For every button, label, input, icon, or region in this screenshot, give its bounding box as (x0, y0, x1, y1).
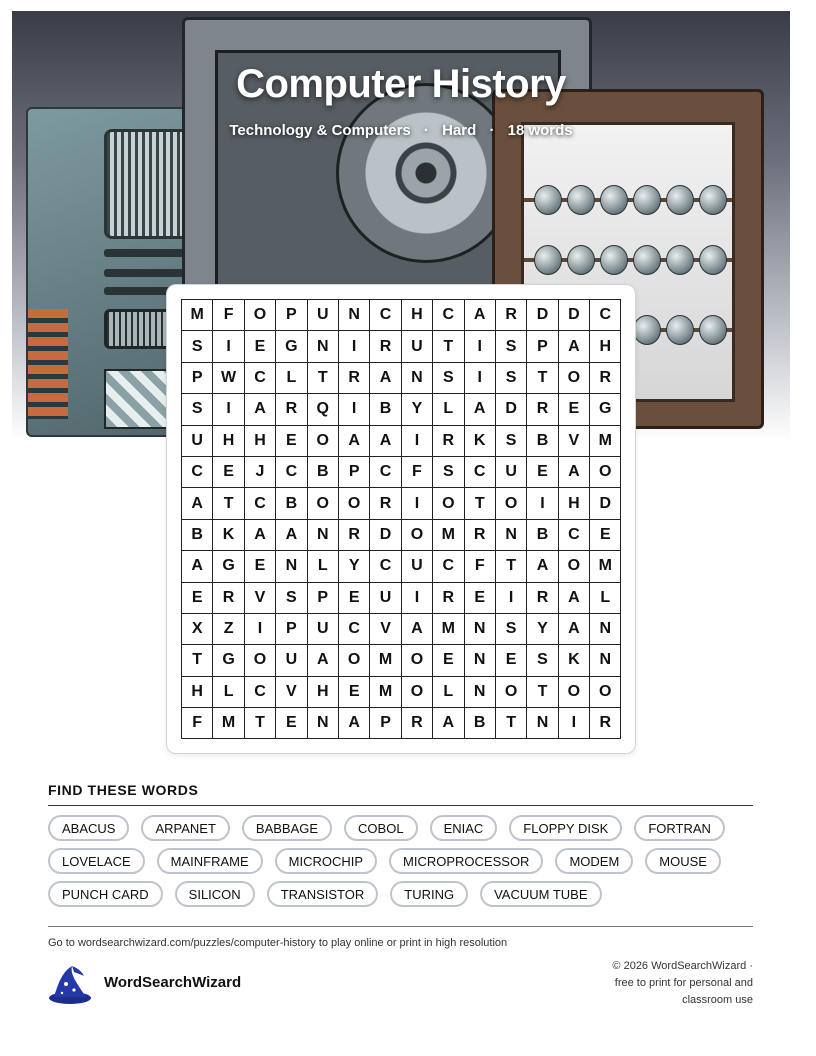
word-chip: MICROCHIP (275, 848, 377, 874)
word-chip: MAINFRAME (157, 848, 263, 874)
grid-cell[interactable]: I (245, 614, 276, 645)
grid-cell[interactable]: U (370, 583, 401, 614)
difficulty-label: Hard (442, 122, 477, 139)
grid-cell[interactable]: G (590, 394, 621, 425)
grid-cell[interactable]: T (527, 363, 558, 394)
grid-cell[interactable]: V (245, 583, 276, 614)
grid-cell[interactable]: W (213, 363, 244, 394)
word-chip: TRANSISTOR (267, 881, 379, 907)
grid-cell[interactable]: V (559, 426, 590, 457)
grid-cell[interactable]: I (402, 488, 433, 519)
grid-cell[interactable]: L (276, 363, 307, 394)
grid-cell[interactable]: I (213, 394, 244, 425)
grid-cell[interactable]: V (276, 677, 307, 708)
grid-cell[interactable]: N (465, 614, 496, 645)
grid-cell[interactable]: C (245, 363, 276, 394)
grid-cell[interactable]: L (213, 677, 244, 708)
grid-cell[interactable]: E (276, 708, 307, 739)
grid-cell[interactable]: R (370, 331, 401, 362)
grid-cell[interactable]: O (339, 488, 370, 519)
word-chip: VACUUM TUBE (480, 881, 601, 907)
grid-cell[interactable]: S (496, 426, 527, 457)
grid-cell[interactable]: I (527, 488, 558, 519)
grid-cell[interactable]: R (339, 520, 370, 551)
grid-cell[interactable]: I (465, 331, 496, 362)
grid-cell[interactable]: N (527, 708, 558, 739)
letter-grid (181, 299, 621, 739)
word-chip: MICROPROCESSOR (389, 848, 543, 874)
grid-cell[interactable]: S (182, 331, 213, 362)
word-chip: ARPANET (141, 815, 229, 841)
grid-cell[interactable]: R (527, 394, 558, 425)
grid-cell[interactable]: U (402, 331, 433, 362)
word-chip: TURING (390, 881, 468, 907)
word-chip: SILICON (175, 881, 255, 907)
grid-cell[interactable]: A (465, 394, 496, 425)
grid-cell[interactable]: F (213, 300, 244, 331)
grid-cell[interactable]: C (433, 551, 464, 582)
word-list-title: FIND THESE WORDS (48, 782, 199, 798)
grid-cell[interactable]: I (213, 331, 244, 362)
grid-cell[interactable]: N (402, 363, 433, 394)
grid-cell[interactable]: Y (402, 394, 433, 425)
grid-cell[interactable]: K (213, 520, 244, 551)
play-online-link[interactable]: Go to wordsearchwizard.com/puzzles/computer-history to play online or print in high resolution (48, 937, 508, 949)
grid-cell[interactable]: V (370, 614, 401, 645)
grid-cell[interactable]: L (308, 551, 339, 582)
grid-cell[interactable]: M (433, 614, 464, 645)
word-count-label: 18 words (507, 122, 573, 139)
word-chip: ABACUS (48, 815, 129, 841)
grid-cell[interactable]: E (433, 645, 464, 676)
copyright-line: © 2026 WordSearchWizard · (612, 960, 753, 972)
grid-cell[interactable]: I (496, 583, 527, 614)
grid-cell[interactable]: S (276, 583, 307, 614)
puzzle-card (166, 284, 636, 754)
grid-cell[interactable]: R (402, 708, 433, 739)
grid-cell[interactable]: C (245, 677, 276, 708)
grid-cell[interactable]: R (433, 426, 464, 457)
grid-cell[interactable]: P (370, 708, 401, 739)
grid-cell[interactable]: H (559, 488, 590, 519)
grid-cell[interactable]: T (527, 677, 558, 708)
grid-cell[interactable]: P (339, 457, 370, 488)
grid-cell[interactable]: S (433, 457, 464, 488)
grid-cell[interactable]: S (496, 331, 527, 362)
grid-cell[interactable]: N (339, 300, 370, 331)
grid-cell[interactable]: A (339, 426, 370, 457)
grid-cell[interactable]: K (465, 426, 496, 457)
grid-cell[interactable]: L (433, 394, 464, 425)
grid-cell[interactable]: R (590, 363, 621, 394)
grid-cell[interactable]: C (465, 457, 496, 488)
grid-cell[interactable]: C (590, 300, 621, 331)
wizard-hat-icon (46, 962, 94, 1006)
grid-cell[interactable]: U (308, 300, 339, 331)
grid-cell[interactable]: D (370, 520, 401, 551)
grid-cell[interactable]: S (433, 363, 464, 394)
grid-cell[interactable]: E (465, 583, 496, 614)
grid-cell[interactable]: N (308, 520, 339, 551)
grid-cell[interactable]: S (527, 645, 558, 676)
grid-cell[interactable]: H (308, 677, 339, 708)
grid-cell[interactable]: P (276, 300, 307, 331)
word-chip: MOUSE (645, 848, 721, 874)
grid-cell[interactable]: O (402, 520, 433, 551)
grid-cell[interactable]: M (182, 300, 213, 331)
grid-cell[interactable]: O (590, 457, 621, 488)
grid-cell[interactable]: O (402, 645, 433, 676)
grid-cell[interactable]: Y (339, 551, 370, 582)
word-chip: FORTRAN (634, 815, 725, 841)
grid-cell[interactable]: E (245, 331, 276, 362)
grid-cell[interactable]: M (370, 677, 401, 708)
grid-cell[interactable]: X (182, 614, 213, 645)
grid-cell[interactable]: R (496, 300, 527, 331)
meta-separator: · (423, 122, 429, 139)
grid-cell[interactable]: I (465, 363, 496, 394)
grid-cell[interactable]: S (496, 363, 527, 394)
grid-cell[interactable]: N (465, 677, 496, 708)
grid-cell[interactable]: A (370, 426, 401, 457)
grid-cell[interactable]: N (276, 551, 307, 582)
grid-cell[interactable]: O (339, 645, 370, 676)
grid-cell[interactable]: C (182, 457, 213, 488)
grid-cell[interactable]: R (213, 583, 244, 614)
grid-cell[interactable]: P (527, 331, 558, 362)
grid-cell[interactable]: E (527, 457, 558, 488)
grid-cell[interactable]: B (182, 520, 213, 551)
grid-cell[interactable]: O (559, 551, 590, 582)
grid-cell[interactable]: C (559, 520, 590, 551)
grid-cell[interactable]: A (402, 614, 433, 645)
grid-cell[interactable]: H (245, 426, 276, 457)
grid-cell[interactable]: N (465, 645, 496, 676)
grid-cell[interactable]: M (590, 426, 621, 457)
word-chip: ENIAC (430, 815, 498, 841)
grid-cell[interactable]: G (276, 331, 307, 362)
grid-cell[interactable]: N (308, 708, 339, 739)
grid-cell[interactable]: P (308, 583, 339, 614)
grid-cell[interactable]: S (496, 614, 527, 645)
grid-cell[interactable]: L (590, 583, 621, 614)
word-chip: PUNCH CARD (48, 881, 163, 907)
grid-cell[interactable]: E (245, 551, 276, 582)
grid-cell[interactable]: H (590, 331, 621, 362)
puzzle-meta (0, 122, 802, 139)
grid-cell[interactable]: T (465, 488, 496, 519)
copyright-line: free to print for personal and (614, 977, 753, 989)
grid-cell[interactable]: D (496, 394, 527, 425)
grid-cell[interactable]: A (559, 583, 590, 614)
grid-cell[interactable]: B (527, 426, 558, 457)
grid-cell[interactable]: T (245, 708, 276, 739)
grid-cell[interactable]: Z (213, 614, 244, 645)
page-title: Computer History (236, 62, 566, 106)
grid-cell[interactable]: C (370, 300, 401, 331)
grid-cell[interactable]: T (433, 331, 464, 362)
grid-cell[interactable]: U (182, 426, 213, 457)
grid-cell[interactable]: C (339, 614, 370, 645)
grid-cell[interactable]: M (433, 520, 464, 551)
grid-cell[interactable]: E (496, 645, 527, 676)
grid-cell[interactable]: H (213, 426, 244, 457)
grid-cell[interactable]: C (245, 488, 276, 519)
grid-cell[interactable]: N (496, 520, 527, 551)
grid-cell[interactable]: B (308, 457, 339, 488)
grid-cell[interactable]: O (245, 300, 276, 331)
grid-cell[interactable]: A (245, 394, 276, 425)
grid-cell[interactable]: P (182, 363, 213, 394)
grid-cell[interactable]: O (402, 677, 433, 708)
grid-cell[interactable]: E (339, 677, 370, 708)
grid-cell[interactable]: B (276, 488, 307, 519)
grid-cell[interactable]: A (182, 551, 213, 582)
grid-cell[interactable]: C (370, 457, 401, 488)
grid-cell[interactable]: O (559, 677, 590, 708)
grid-cell[interactable]: A (276, 520, 307, 551)
grid-cell[interactable]: C (370, 551, 401, 582)
grid-cell[interactable]: R (276, 394, 307, 425)
grid-cell[interactable]: T (308, 363, 339, 394)
grid-cell[interactable]: D (559, 300, 590, 331)
grid-cell[interactable]: A (370, 363, 401, 394)
divider (48, 805, 753, 806)
grid-cell[interactable]: S (182, 394, 213, 425)
grid-cell[interactable]: E (590, 520, 621, 551)
grid-cell[interactable]: L (433, 677, 464, 708)
grid-cell[interactable]: K (559, 645, 590, 676)
category-label: Technology & Computers (229, 122, 411, 139)
grid-cell[interactable]: C (433, 300, 464, 331)
copyright-line: classroom use (682, 994, 753, 1006)
grid-cell[interactable]: U (496, 457, 527, 488)
grid-cell[interactable]: U (402, 551, 433, 582)
grid-cell[interactable]: D (527, 300, 558, 331)
grid-cell[interactable]: B (370, 394, 401, 425)
grid-cell[interactable]: R (527, 583, 558, 614)
grid-cell[interactable]: R (465, 520, 496, 551)
grid-cell[interactable]: A (559, 331, 590, 362)
grid-cell[interactable]: R (433, 583, 464, 614)
grid-cell[interactable]: J (245, 457, 276, 488)
grid-cell[interactable]: O (308, 488, 339, 519)
grid-cell[interactable]: I (402, 583, 433, 614)
grid-cell[interactable]: F (182, 708, 213, 739)
grid-cell[interactable]: A (527, 551, 558, 582)
grid-cell[interactable]: E (559, 394, 590, 425)
grid-cell[interactable]: A (339, 708, 370, 739)
grid-cell[interactable]: O (308, 426, 339, 457)
grid-cell[interactable]: I (402, 426, 433, 457)
grid-cell[interactable]: P (276, 614, 307, 645)
grid-cell[interactable]: O (590, 677, 621, 708)
grid-cell[interactable]: M (370, 645, 401, 676)
grid-cell[interactable]: I (339, 331, 370, 362)
grid-cell[interactable]: T (496, 551, 527, 582)
grid-cell[interactable]: D (590, 488, 621, 519)
grid-cell[interactable]: O (245, 645, 276, 676)
grid-cell[interactable]: N (590, 645, 621, 676)
grid-cell[interactable]: T (213, 488, 244, 519)
grid-cell[interactable]: Q (308, 394, 339, 425)
word-chip: FLOPPY DISK (509, 815, 622, 841)
grid-cell[interactable]: T (496, 708, 527, 739)
grid-cell[interactable]: M (213, 708, 244, 739)
grid-cell[interactable]: A (559, 614, 590, 645)
grid-cell[interactable]: N (308, 331, 339, 362)
grid-cell[interactable]: F (402, 457, 433, 488)
grid-cell[interactable]: I (339, 394, 370, 425)
word-chip: MODEM (555, 848, 633, 874)
grid-cell[interactable]: A (245, 520, 276, 551)
grid-cell[interactable]: Y (527, 614, 558, 645)
grid-cell[interactable]: I (559, 708, 590, 739)
word-list (48, 815, 758, 907)
grid-cell[interactable]: A (433, 708, 464, 739)
grid-cell[interactable]: N (590, 614, 621, 645)
grid-cell[interactable]: U (308, 614, 339, 645)
grid-cell[interactable]: A (559, 457, 590, 488)
grid-cell[interactable]: T (182, 645, 213, 676)
grid-cell[interactable]: E (182, 583, 213, 614)
grid-cell[interactable]: R (339, 363, 370, 394)
brand-name: WordSearchWizard (104, 974, 242, 991)
grid-cell[interactable]: H (182, 677, 213, 708)
grid-cell[interactable]: U (276, 645, 307, 676)
divider (48, 926, 753, 927)
grid-cell[interactable]: A (465, 300, 496, 331)
grid-cell[interactable]: E (213, 457, 244, 488)
grid-cell[interactable]: A (308, 645, 339, 676)
word-chip: BABBAGE (242, 815, 332, 841)
grid-cell[interactable]: E (339, 583, 370, 614)
grid-cell[interactable]: G (213, 551, 244, 582)
grid-cell[interactable]: O (433, 488, 464, 519)
meta-separator: · (489, 122, 495, 139)
grid-cell[interactable]: M (590, 551, 621, 582)
grid-cell[interactable]: O (496, 488, 527, 519)
grid-cell[interactable]: C (276, 457, 307, 488)
grid-cell[interactable]: H (402, 300, 433, 331)
grid-cell[interactable]: B (527, 520, 558, 551)
grid-cell[interactable]: E (276, 426, 307, 457)
grid-cell[interactable]: F (465, 551, 496, 582)
copyright-notice (573, 958, 753, 1009)
grid-cell[interactable]: G (213, 645, 244, 676)
grid-cell[interactable]: A (182, 488, 213, 519)
word-chip: COBOL (344, 815, 418, 841)
grid-cell[interactable]: O (559, 363, 590, 394)
grid-cell[interactable]: B (465, 708, 496, 739)
grid-cell[interactable]: R (590, 708, 621, 739)
grid-cell[interactable]: O (496, 677, 527, 708)
word-chip: LOVELACE (48, 848, 145, 874)
grid-cell[interactable]: R (370, 488, 401, 519)
